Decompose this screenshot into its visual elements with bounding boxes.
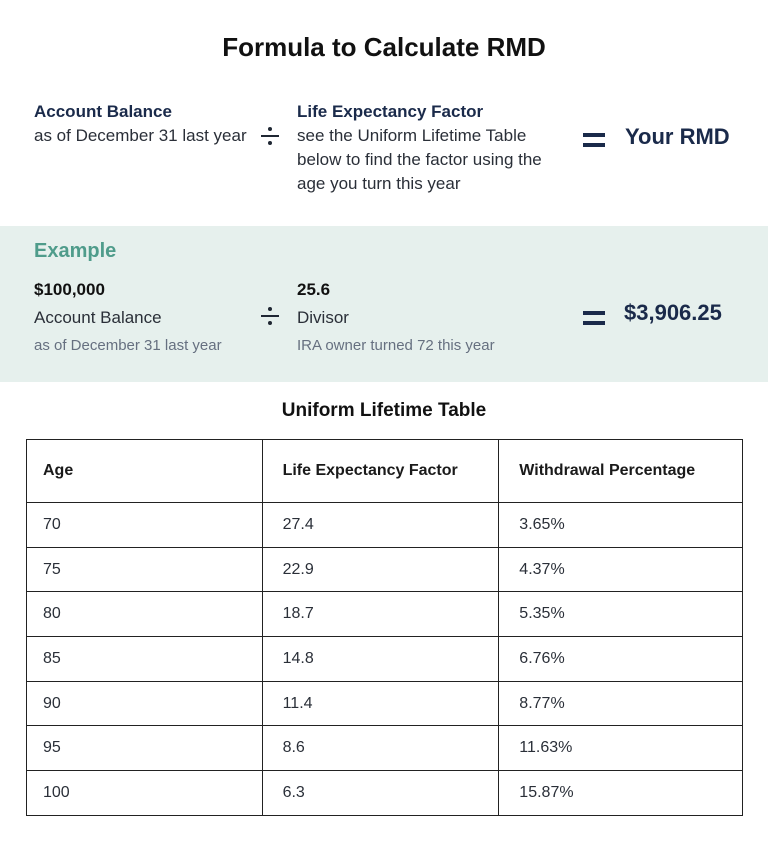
cell-percentage: 3.65% bbox=[499, 503, 743, 548]
formula-denominator-label: Life Expectancy Factor bbox=[297, 102, 484, 121]
cell-factor: 8.6 bbox=[262, 726, 499, 771]
cell-age: 85 bbox=[27, 637, 263, 682]
header-withdrawal-percentage: Withdrawal Percentage bbox=[499, 440, 743, 503]
cell-percentage: 8.77% bbox=[499, 681, 743, 726]
example-balance-sub: as of December 31 last year bbox=[34, 337, 222, 354]
table-row bbox=[27, 503, 743, 548]
table-row bbox=[27, 726, 743, 771]
equals-icon bbox=[582, 308, 606, 328]
cell-age: 100 bbox=[27, 771, 263, 816]
cell-percentage: 5.35% bbox=[499, 592, 743, 637]
example-balance-amount: $100,000 bbox=[34, 280, 105, 299]
cell-factor: 14.8 bbox=[262, 637, 499, 682]
table-row bbox=[27, 547, 743, 592]
header-life-expectancy-factor: Life Expectancy Factor bbox=[262, 440, 499, 503]
table-row bbox=[27, 637, 743, 682]
table-header-row bbox=[27, 440, 743, 503]
divide-icon bbox=[258, 124, 282, 148]
formula-numerator-text: as of December 31 last year bbox=[34, 126, 247, 145]
cell-factor: 6.3 bbox=[262, 771, 499, 816]
divide-icon bbox=[258, 304, 282, 328]
cell-factor: 27.4 bbox=[262, 503, 499, 548]
example-divisor-label: Divisor bbox=[297, 308, 349, 327]
table-row bbox=[27, 592, 743, 637]
example-result: $3,906.25 bbox=[624, 300, 722, 325]
formula-denominator-text: see the Uniform Lifetime Table below to find the factor using the age you turn this year bbox=[297, 126, 542, 193]
formula-numerator-label: Account Balance bbox=[34, 102, 172, 121]
equals-icon bbox=[582, 130, 606, 150]
cell-percentage: 15.87% bbox=[499, 771, 743, 816]
formula-numerator bbox=[34, 100, 264, 148]
cell-age: 90 bbox=[27, 681, 263, 726]
cell-factor: 18.7 bbox=[262, 592, 499, 637]
cell-percentage: 6.76% bbox=[499, 637, 743, 682]
example-divisor-amount: 25.6 bbox=[297, 280, 331, 299]
table-title: Uniform Lifetime Table bbox=[281, 400, 487, 421]
example-balance-label: Account Balance bbox=[34, 308, 162, 327]
table-row bbox=[27, 771, 743, 816]
cell-factor: 22.9 bbox=[262, 547, 499, 592]
formula-denominator bbox=[297, 100, 567, 196]
table-row bbox=[27, 681, 743, 726]
example-title: Example bbox=[34, 240, 117, 262]
formula-result: Your RMD bbox=[625, 124, 730, 149]
cell-percentage: 4.37% bbox=[499, 547, 743, 592]
cell-age: 80 bbox=[27, 592, 263, 637]
example-panel bbox=[0, 226, 768, 382]
page-title: Formula to Calculate RMD bbox=[222, 32, 546, 62]
cell-percentage: 11.63% bbox=[499, 726, 743, 771]
header-age: Age bbox=[27, 440, 263, 503]
formula-row bbox=[0, 100, 768, 210]
cell-factor: 11.4 bbox=[262, 681, 499, 726]
cell-age: 95 bbox=[27, 726, 263, 771]
cell-age: 70 bbox=[27, 503, 263, 548]
cell-age: 75 bbox=[27, 547, 263, 592]
example-divisor-sub: IRA owner turned 72 this year bbox=[297, 337, 495, 354]
example-denominator bbox=[297, 278, 557, 357]
uniform-lifetime-table bbox=[26, 439, 743, 816]
example-numerator bbox=[34, 278, 264, 357]
